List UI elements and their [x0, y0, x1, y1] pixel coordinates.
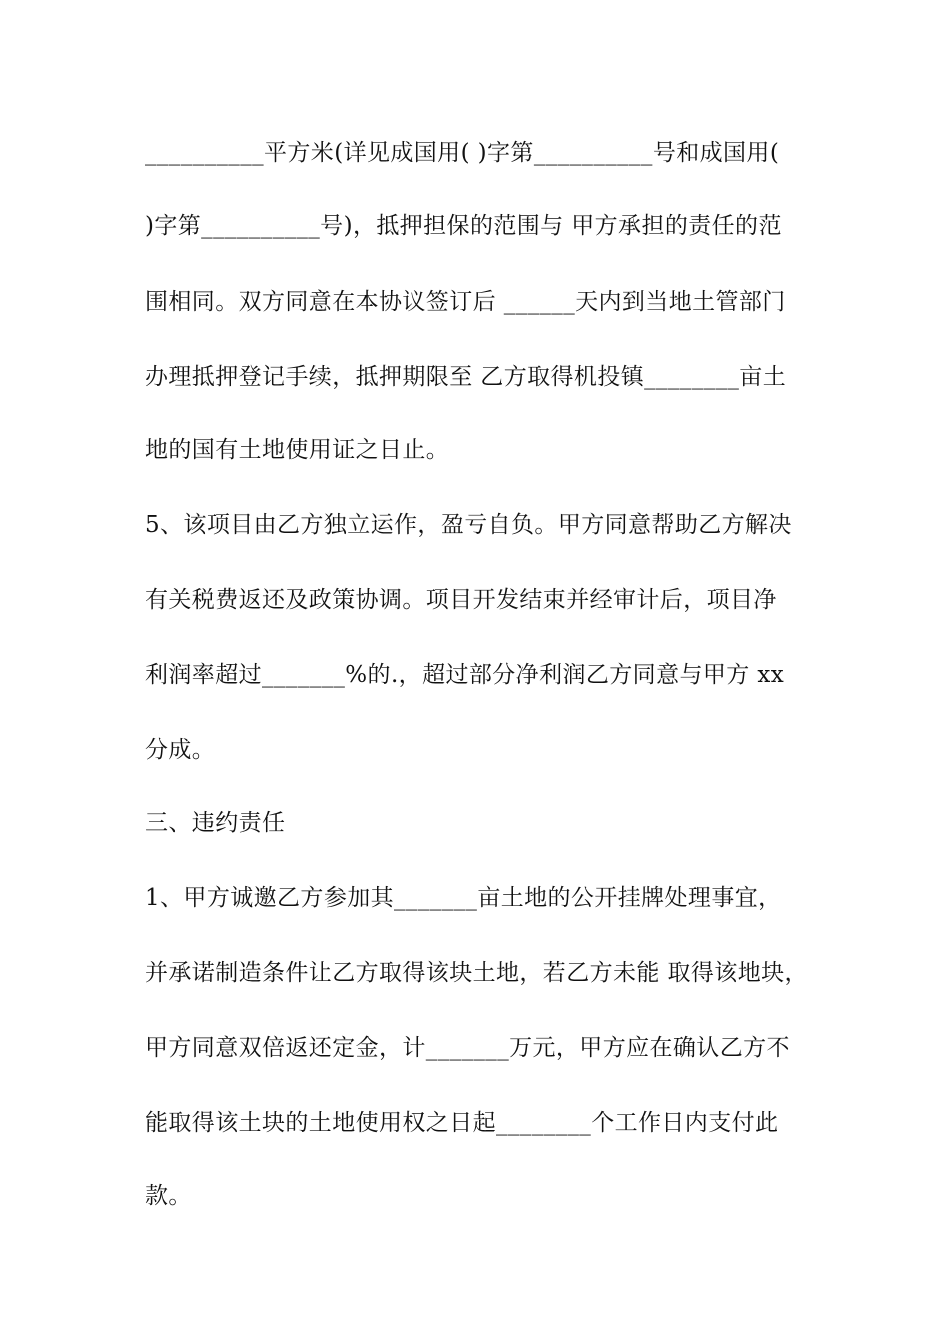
- text-line-13: 甲方同意双倍返还定金，计_______万元，甲方应在确认乙方不: [145, 1035, 790, 1061]
- text-line-10: 三、违约责任: [145, 810, 286, 836]
- text-line-14: 能取得该土块的土地使用权之日起________个工作日内支付此: [145, 1110, 779, 1136]
- text-line-7: 有关税费返还及政策协调。项目开发结束并经审计后，项目净: [145, 587, 777, 613]
- text-line-3: 围相同。双方同意在本协议签订后 ______天内到当地土管部门: [145, 289, 786, 315]
- text-line-8: 利润率超过_______%的.，超过部分净利润乙方同意与甲方 xx: [145, 662, 785, 688]
- text-line-5: 地的国有土地使用证之日止。: [145, 437, 450, 463]
- text-line-11: 1、甲方诚邀乙方参加其_______亩土地的公开挂牌处理事宜，: [145, 885, 782, 911]
- text-line-6: 5、该项目由乙方独立运作，盈亏自负。甲方同意帮助乙方解决: [145, 512, 792, 538]
- text-line-1: __________平方米(详见成国用( )字第__________号和成国用(: [145, 140, 780, 166]
- text-line-9: 分成。: [145, 737, 216, 763]
- text-line-4: 办理抵押登记手续，抵押期限至 乙方取得机投镇________亩土: [145, 364, 787, 390]
- text-line-2: )字第__________号)，抵押担保的范围与 甲方承担的责任的范: [145, 213, 782, 239]
- text-line-15: 款。: [145, 1183, 192, 1209]
- text-line-12: 并承诺制造条件让乙方取得该块土地，若乙方未能 取得该地块，: [145, 960, 808, 986]
